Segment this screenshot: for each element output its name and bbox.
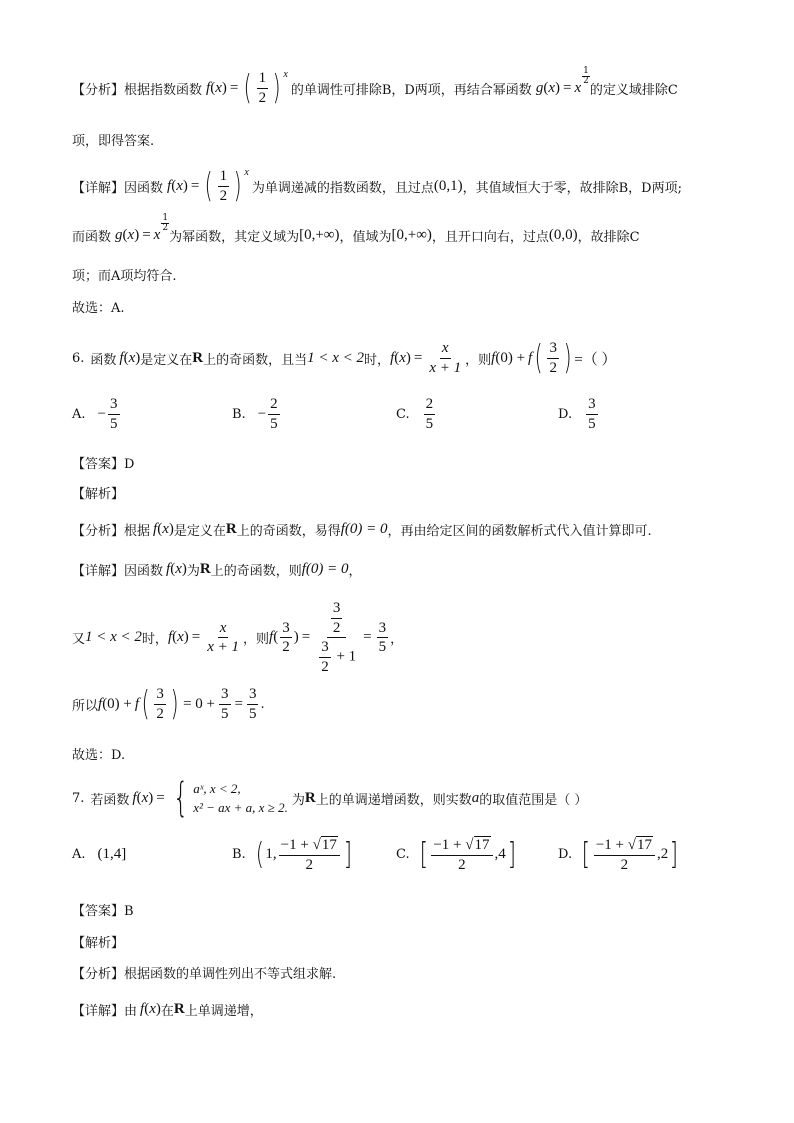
q5-analysis-line1: 【分析】 根据指数函数 f ( x ) = ( $\frac{1}{2}$ ) x 的单调性可排除B，D两项，再结合幂函数 g ( x ) = x $\frac{1}{2}$ 的定义域排除C: [72, 65, 678, 108]
q6-option-b[interactable]: B. − $\frac{2}{5}$: [232, 396, 278, 432]
q5-detail-line3: 项；而A项均符合.: [72, 269, 177, 284]
q6-choice: 故选：D.: [72, 748, 126, 763]
analysis-tag: 【分析】: [72, 82, 125, 98]
q6-option-c[interactable]: C. $\frac{2}{5}$: [396, 396, 434, 432]
q7-detail: 【详解】 由 f ( x ) 在 R 上单调递增，: [72, 1001, 263, 1019]
q6-analysis: 【分析】 根据 f ( x ) 是定义在 R 上的奇函数，易得 f(0) = 0 ，再由给定区间的函数解析式代入值计算即可.: [72, 521, 652, 539]
q7-analysis: 【分析】根据函数的单调性列出不等式组求解.: [72, 967, 337, 982]
q6-answer: 【答案】D: [72, 457, 135, 472]
q6-jiexi: 【解析】: [72, 487, 125, 502]
q7-stem: 7. 若函数 f ( x ) = { aˣ, x < 2, x² − ax + a, x ≥ 2. 为 R 上的单调递增函数，则实数 a 的取值范围是（ ）: [72, 775, 588, 821]
q7-option-b[interactable]: B. ( 1, −1 + √ 17 2 ]: [232, 836, 352, 873]
q7-option-d[interactable]: D. [ −1 + √ 17 2 ,2 ]: [558, 836, 679, 873]
q7-jiexi: 【解析】: [72, 936, 125, 951]
q6-detail-line3: 所以 f (0) + f ( $\frac{3}{2}$ ) = 0 + $\frac{3}{5}$ = $\frac{3}{5}$ .: [72, 684, 265, 724]
q5-detail-line2: 而函数 g ( x ) = x $\frac{1}{2}$ 为幂函数，其定义域为 [0,+∞) ，值域为 [0,+∞) ，且开口向右，过点 (0,0) ，故排除C: [72, 213, 640, 245]
q7-option-c[interactable]: C. [ −1 + √ 17 2 ,4 ]: [396, 836, 516, 873]
q6-option-d[interactable]: D. $\frac{3}{5}$: [558, 396, 596, 432]
q5-analysis-line2: 项，即得答案.: [72, 134, 155, 149]
q7-answer: 【答案】B: [72, 904, 134, 919]
q6-detail-line1: 【详解】 因函数 f ( x ) 为 R 上的奇函数，则 f(0) = 0 ，: [72, 561, 362, 579]
q6-option-a[interactable]: A. − $\frac{3}{5}$: [72, 396, 118, 432]
q7-option-a[interactable]: A. (1,4]: [72, 846, 127, 862]
q5-choice: 故选：A.: [72, 301, 125, 316]
q5-detail-line1: 【详解】 因函数 f ( x ) = ( $\frac{1}{2}$ ) x 为单调递减的指数函数，且过点 (0,1) ，其值域恒大于零，故排除B，D两项;: [72, 166, 682, 206]
q6-detail-line2: 又 1 < x < 2 时， f ( x ) = $\frac{x}{x + 1}$ ，则 f ( $\frac{3}{2}$ ) = $\frac{3}{2}$ $\frac{3}{2}$ + 1 = $\frac{3}{5}$ ，: [72, 600, 404, 675]
q6-stem: 6. 函数 f ( x ) 是定义在 R 上的奇函数，且当 1 < x < 2 时， f ( x ) = $\frac{x}{x + 1}$ ，则 f (0) + f ( $\frac{3}{2}$ ) =（ ）: [72, 338, 617, 378]
